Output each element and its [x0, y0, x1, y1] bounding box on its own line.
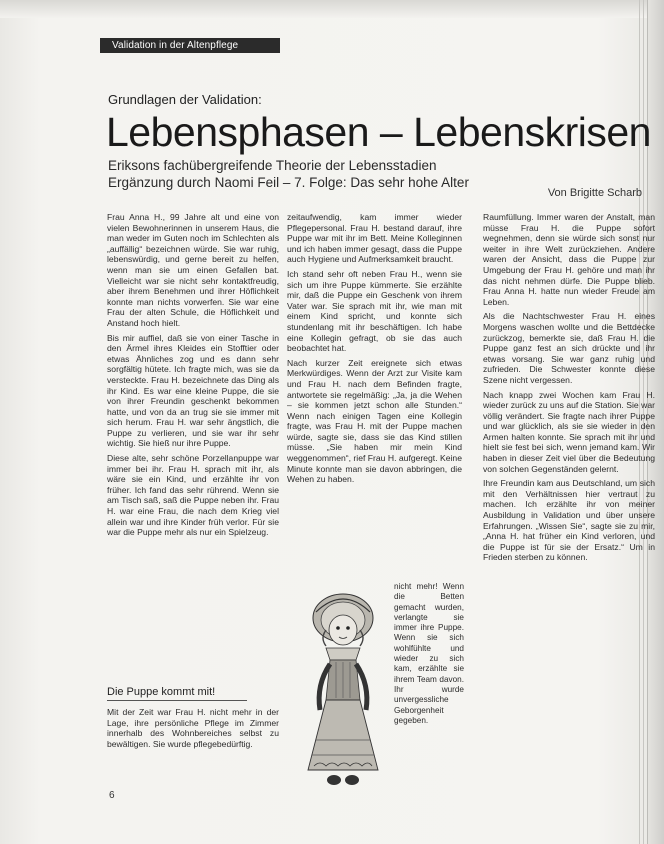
- text-column-2: [287, 212, 462, 582]
- paragraph: Nach knapp zwei Wochen kam Frau H. wieder zurück zu uns auf die Station. Sie war völlig verändert. Sie fragte nach ihrer Puppe und war glücklich, als sie sie wieder in den Armen halten konnte. Sie sprach mit ihr und hielt sie fest bei sich, wenn jemand kam. Wir haben in dieser Zeit viel über die Bedeutung von solchen Gegenständen gelernt.: [483, 389, 655, 474]
- paragraph: Nach kurzer Zeit ereignete sich etwas Merkwürdiges. Wenn der Arzt zur Visite kam und Frau H. nach dem Befinden fragte, antwortete sie regelmäßig: „Ja, ja die Wehen – sie kommen jetzt schon alle Stunden.“ Wenn nach einigen Tagen eine Kollegin fragte, was Frau H. mit der Puppe machen würde, sagte sie, dass sie das Kind stillen müsse. „Sie haben mir mein Kind weggenommen“, rief Frau H. aufgeregt. Keine Minute konnte man sie davon abbringen, die Wehen zu haben.: [287, 357, 462, 485]
- doll-illustration: [296, 590, 390, 795]
- paragraph: Als die Nachtschwester Frau H. eines Morgens waschen wollte und die Bettdecke zurückzog, bemerkte sie, daß Frau H. die Puppe ganz fest an sich drückte und ihr etwas vorsang. Sie war ganz ruhig und zufrieden. Die Schwester konnte diese Szene nicht vergessen.: [483, 311, 655, 385]
- author-byline: Von Brigitte Scharb: [547, 187, 642, 199]
- paragraph: zeitaufwendig, kam immer wieder Pflegepersonal. Frau H. bestand darauf, ihre Puppe war mit ihr im Bett. Meine Kolleginnen und ich haben immer gesagt, dass die Puppe auch Hygiene und Aufmerksamkeit braucht.: [287, 212, 462, 265]
- paragraph: Frau Anna H., 99 Jahre alt und eine von vielen Bewohnerinnen in unserem Haus, die man weder im Guten noch im Schlechten als „auffällig“ bezeichnen würde. Sie war ruhig, lebenswürdig, und gerne bereit zu helfen, wenn man sie um einen Gefallen bat. Vielleicht war sie nicht sehr kontaktfreudig, aber ihrem Benehmen und ihrer Höflichkeit konnte man nichts vorwerfen. Sie war eine Frau der alten Schule, die Höflichkeit und Anstand hoch hielt.: [107, 212, 279, 328]
- paragraph: nicht mehr! Wenn die Betten gemacht wurden, verlangte sie immer ihre Puppe. Wenn sie sich wohlfühlte und wieder zu sich kam, erzählte sie ihrem Team davon. Ihr wurde unvergessliche Geborgenheit gegeben.: [394, 582, 464, 725]
- subtitle-line-2: Ergänzung durch Naomi Feil – 7. Folge: Das sehr hohe Alter: [108, 175, 469, 190]
- scan-top-shadow: [0, 0, 664, 18]
- text-column-3: [483, 212, 655, 802]
- article-kicker: Grundlagen der Validation:: [108, 92, 262, 107]
- paragraph: Ihre Freundin kam aus Deutschland, um sich mit den Verhältnissen hier vertraut zu machen. Ich erzählte ihr von meiner Ausbildung in Validation und über unsere Erfahrungen. „Wissen Sie“, sagte sie zu mir, „Anna H. hat früher ein Kind verloren, und die Puppe ist für sie der Ersatz.“ Um in Frieden sterben zu können.: [483, 478, 655, 563]
- paragraph: Mit der Zeit war Frau H. nicht mehr in der Lage, ihre persönliche Pflege im Zimmer innerhalb des Wohnbereiches selbst zu bewältigen. Sie wurde pflegebedürftig.: [107, 707, 279, 749]
- section-label: Validation in der Altenpflege: [100, 38, 280, 53]
- paragraph: Ich stand sehr oft neben Frau H., wenn sie sich um ihre Puppe kümmerte. Sie erzählte mir, daß die Puppe ein Geschenk von ihrem Vater war. Sie sprach mit ihr, wie man mit einem Kind spricht, und konnte sich stundenlang mit ihr beschäftigen. Ich habe eine Kollegin gefragt, ob sie das auch beobachtet hat.: [287, 268, 462, 354]
- section-subhead: Die Puppe kommt mit!: [107, 686, 247, 701]
- text-column-1-continued: [107, 707, 279, 787]
- paragraph: Diese alte, sehr schöne Porzellanpuppe war immer bei ihr. Frau H. sprach mit ihr, als wäre sie ein Kind, und erzählte ihr von früher. Ich fand das sehr rührend. Wenn sie am Tisch saß, saß die Puppe neben ihr. Frau H. war eine Frau, die nach dem Krieg viel allein war und ihre Kinder früh verlor. Für sie war die Puppe mehr als nur ein Spielzeug.: [107, 453, 279, 538]
- article-subtitle: [108, 157, 469, 191]
- subtitle-line-1: Eriksons fachübergreifende Theorie der Lebensstadien: [108, 158, 437, 173]
- paragraph: Bis mir auffiel, daß sie von einer Tasche in den Ärmel ihres Kleides ein Stofftier oder etwas Ähnliches zog und es dann sehr sorgfältig hütete. Ich fragte mich, was sie da versteckte. Frau H. bezeichnete das Ding als ihr Kind. Es war eine kleine Puppe, die sie von ihrer Freundin geschenkt bekommen hatte, und von da an trug sie sie immer mit sich herum. Frau H. war sehr ängstlich, die Puppe zu verlieren, und sie war ihr sehr wichtig. Sie hieß nur ihre Puppe.: [107, 332, 279, 449]
- page-number: 6: [109, 790, 115, 801]
- article-headline: Lebensphasen – Lebenskrisen: [106, 109, 651, 155]
- paragraph: Raumfüllung. Immer waren der Anstalt, man müsse Frau H. die Puppe sofort wegnehmen, denn sie würde sich sonst nur weiter in ihre Welt zurückziehen. Andere waren der Ansicht, dass die Puppe zur Umgebung der Frau H. gehöre und man ihr das nicht nehmen dürfe. Die Puppe blieb. Frau Anna H. hatte nun wieder Freude am Leben.: [483, 212, 655, 307]
- text-column-2-wrap: [394, 582, 464, 812]
